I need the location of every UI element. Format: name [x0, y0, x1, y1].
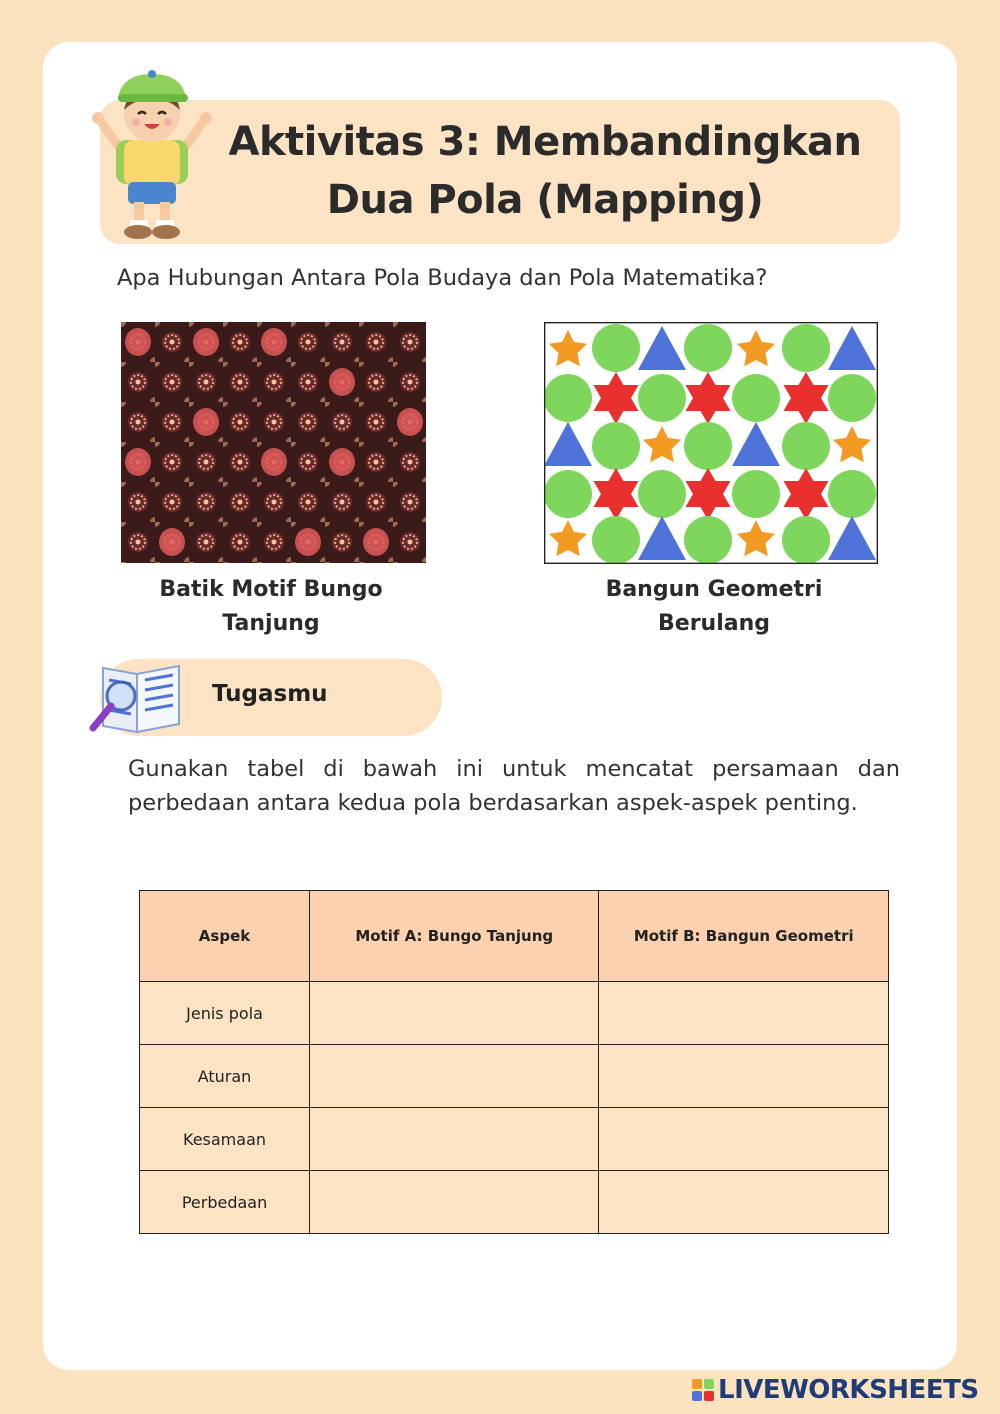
table-row	[140, 1108, 889, 1171]
liveworksheets-grid-icon	[692, 1379, 714, 1401]
table-row	[140, 1045, 889, 1108]
comparison-table	[139, 890, 889, 1234]
table-header-row	[140, 891, 889, 982]
page-title	[190, 113, 900, 229]
boy-illustration	[88, 68, 216, 246]
task-instruction: Gunakan tabel di bawah ini untuk mencatat persamaan dan perbedaan antara kedua pola berdasarkan aspek-aspek penting.	[128, 756, 900, 816]
answer-cell-b[interactable]	[599, 1045, 889, 1108]
aspect-cell: Kesamaan	[140, 1108, 310, 1171]
answer-cell-b[interactable]	[599, 1108, 889, 1171]
table-row	[140, 1171, 889, 1234]
question-text: Apa Hubungan Antara Pola Budaya dan Pola Matematika?	[117, 265, 768, 291]
batik-bungo-tanjung-image	[121, 322, 426, 563]
table-row	[140, 982, 889, 1045]
answer-cell-a[interactable]	[310, 1171, 599, 1234]
aspect-cell: Aturan	[140, 1045, 310, 1108]
aspect-cell: Jenis pola	[140, 982, 310, 1045]
liveworksheets-brand: LIVEWORKSHEETS	[718, 1375, 979, 1405]
header-motif-b: Motif B: Bangun Geometri	[599, 891, 889, 982]
geometric-pattern-image	[544, 322, 878, 564]
book-magnifier-icon	[85, 658, 191, 738]
answer-cell-b[interactable]	[599, 1171, 889, 1234]
answer-cell-b[interactable]	[599, 982, 889, 1045]
batik-caption-line-2: Tanjung	[222, 611, 320, 636]
answer-cell-a[interactable]	[310, 982, 599, 1045]
batik-caption	[111, 573, 431, 641]
batik-caption-line-1: Batik Motif Bungo	[159, 577, 383, 602]
title-line-2: Dua Pola (Mapping)	[326, 177, 764, 223]
header-aspek: Aspek	[140, 891, 310, 982]
aspect-cell: Perbedaan	[140, 1171, 310, 1234]
answer-cell-a[interactable]	[310, 1045, 599, 1108]
liveworksheets-logo[interactable]	[692, 1374, 979, 1406]
header-motif-a: Motif A: Bungo Tanjung	[310, 891, 599, 982]
title-line-1: Aktivitas 3: Membandingkan	[228, 119, 862, 165]
geometry-caption	[554, 573, 874, 641]
geometry-caption-line-1: Bangun Geometri	[605, 577, 823, 602]
task-label: Tugasmu	[212, 681, 328, 707]
answer-cell-a[interactable]	[310, 1108, 599, 1171]
geometry-caption-line-2: Berulang	[658, 611, 770, 636]
